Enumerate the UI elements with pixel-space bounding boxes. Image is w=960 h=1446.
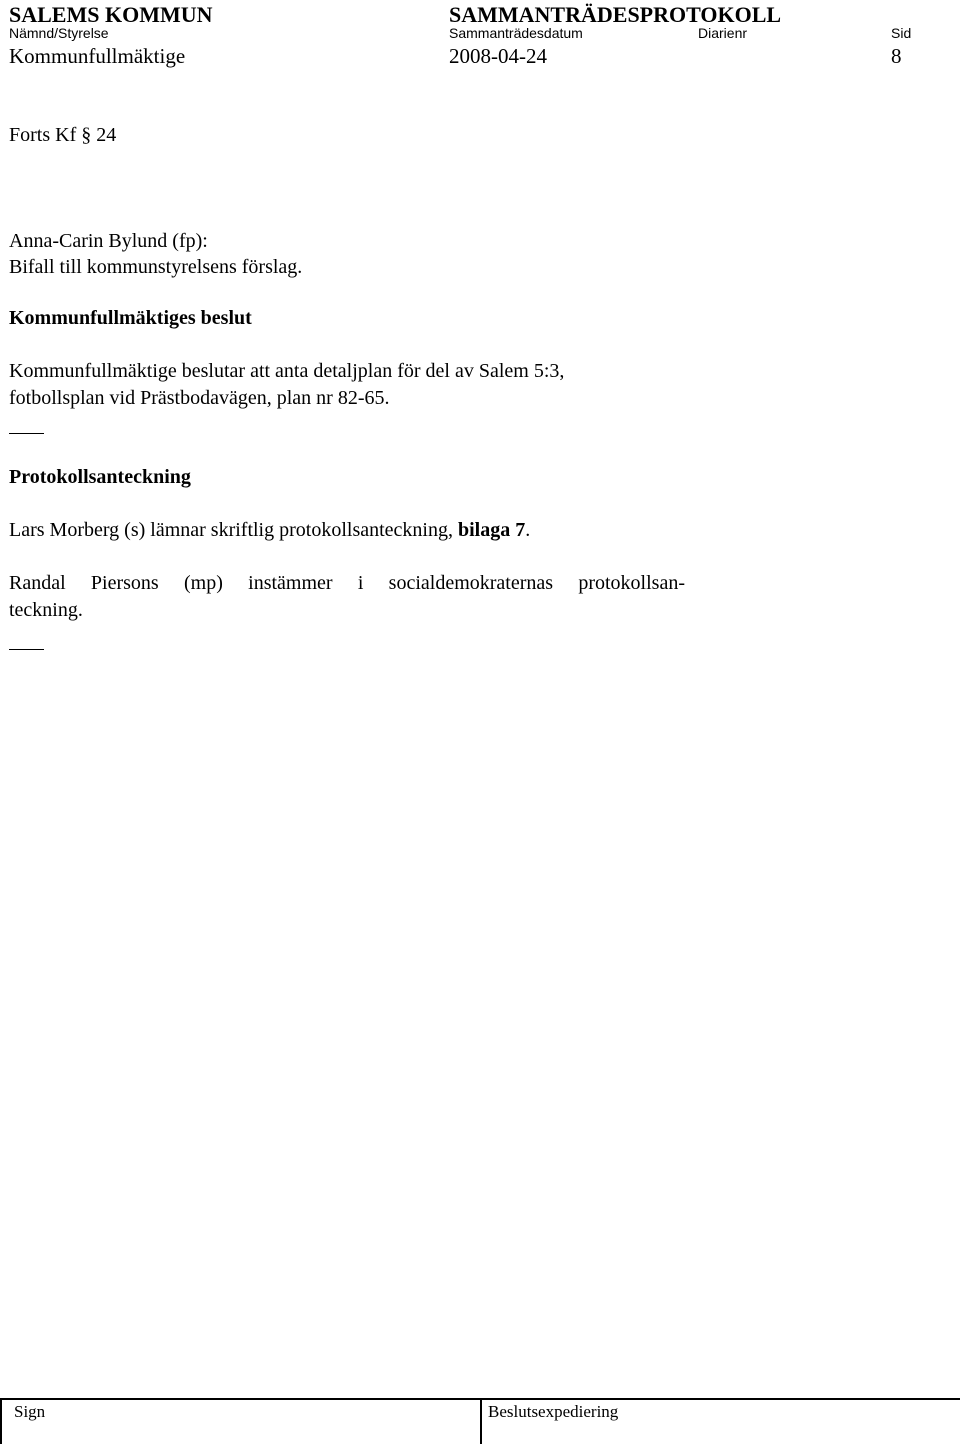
section-number: 24 — [96, 124, 117, 146]
note-2-line-2: teckning. — [9, 599, 83, 621]
note-1 — [9, 519, 530, 542]
decision-heading: Kommunfullmäktiges beslut — [9, 307, 252, 329]
speaker-line: Anna-Carin Bylund (fp): — [9, 230, 208, 252]
section-symbol: § — [81, 124, 92, 146]
decision-line-2: fotbollsplan vid Prästbodavägen, plan nr 82-65. — [9, 387, 390, 409]
expedition-label: Beslutsexpediering — [488, 1402, 619, 1421]
note-1-text: Lars Morberg (s) lämnar skriftlig protokollsanteckning, — [9, 519, 458, 541]
decision-line-1: Kommunfullmäktige beslutar att anta detaljplan för del av Salem 5:3, — [9, 360, 565, 382]
footer-divider-left — [0, 1398, 2, 1444]
separator-line — [9, 433, 44, 434]
note-1-attachment: bilaga 7 — [457, 519, 526, 541]
sign-label: Sign — [14, 1402, 46, 1421]
document-type: SAMMANTRÄDESPROTOKOLL — [449, 2, 782, 27]
note-2-line-1: Randal Piersons (mp) instämmer i socialdemokraternas protokollsan- — [9, 572, 685, 594]
separator-line — [9, 649, 44, 650]
page-number: 8 — [891, 44, 902, 68]
date-value: 2008-04-24 — [449, 44, 547, 68]
label-sid: Sid — [891, 25, 912, 41]
org-name: SALEMS KOMMUN — [9, 2, 213, 27]
section-prefix: Forts Kf — [9, 124, 77, 146]
note-1-end: . — [525, 519, 531, 541]
footer-divider-middle — [480, 1398, 482, 1444]
label-date: Sammanträdesdatum — [449, 25, 583, 41]
speaker-text: Bifall till kommunstyrelsens förslag. — [9, 256, 303, 278]
body-value: Kommunfullmäktige — [9, 44, 186, 68]
label-body: Nämnd/Styrelse — [9, 25, 109, 41]
section-reference — [9, 124, 116, 147]
note-heading: Protokollsanteckning — [9, 466, 191, 488]
label-diarienr: Diarienr — [698, 25, 748, 41]
